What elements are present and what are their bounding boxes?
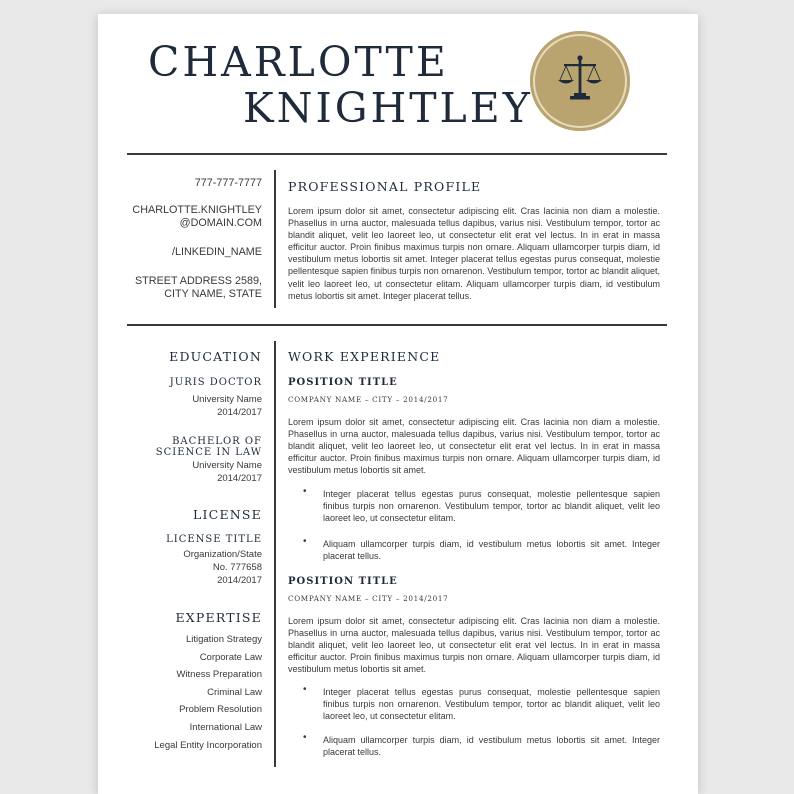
expertise-item: Litigation Strategy <box>185 634 262 645</box>
divider-vertical-top <box>274 170 276 308</box>
divider-vertical-bottom <box>274 341 276 767</box>
license-org: Organization/State <box>183 549 262 560</box>
logo-badge <box>530 31 630 131</box>
degree-years: 2014/2017 <box>217 407 262 418</box>
scales-of-justice-icon <box>549 49 611 111</box>
divider-middle <box>127 324 667 326</box>
contact-phone: 777-777-7777 <box>194 177 262 189</box>
position-title: POSITION TITLE <box>288 377 398 388</box>
bullet-icon: • <box>303 536 307 547</box>
last-name: KNIGHTLEY <box>243 84 533 132</box>
bullet-icon: • <box>303 732 307 743</box>
license-number: No. 777658 <box>212 562 262 573</box>
contact-linkedin: /LINKEDIN_NAME <box>172 246 262 258</box>
first-name: CHARLOTTE <box>148 38 449 86</box>
position-bullet: Aliquam ullamcorper turpis diam, id vestibulum metus lobortis sit amet. Integer placerat tellus. <box>323 735 660 758</box>
license-years: 2014/2017 <box>217 575 262 586</box>
expertise-title: EXPERTISE <box>175 610 262 625</box>
contact-email: CHARLOTTE.KNIGHTLEY @DOMAIN.COM <box>132 204 262 229</box>
position-bullet: Integer placerat tellus egestas purus consequat, molestie pellentesque sapien finibus turpis non ornarenon. Vestibulum tempor, tortor ac blandit aliquet, velit leo laoreet leo, ut consectetur elitam. <box>323 687 660 722</box>
expertise-item: Criminal Law <box>207 687 262 698</box>
bullet-icon: • <box>303 684 307 695</box>
degree-name: JURIS DOCTOR <box>169 377 262 388</box>
position-company: COMPANY NAME – CITY – 2014/2017 <box>288 594 449 603</box>
position-description: Lorem ipsum dolor sit amet, consectetur adipiscing elit. Cras lacinia non diam a molestie. Phasellus in urna auctor, malesuada tellus dapibus, varius nisi. Vestibulum tempor, tortor ac blandit aliquet, velit leo laoreet leo, ut consectetur elit erat vel lectus. In in erat in massa efficitur auctor. Proin finibus maximus turpis non ornare. Aliquam ullamcorper turpis diam, id vestibulum metus lobortis sit amet. <box>288 616 660 675</box>
expertise-item: Legal Entity Incorporation <box>154 740 262 751</box>
education-title: EDUCATION <box>169 349 262 364</box>
degree-school: University Name <box>192 394 262 405</box>
position-company: COMPANY NAME – CITY – 2014/2017 <box>288 395 449 404</box>
degree-school: University Name <box>192 460 262 471</box>
license-title: LICENSE <box>193 507 262 522</box>
license-name: LICENSE TITLE <box>166 534 262 545</box>
degree-years: 2014/2017 <box>217 473 262 484</box>
contact-address: STREET ADDRESS 2589, CITY NAME, STATE <box>134 275 262 300</box>
expertise-item: Problem Resolution <box>179 704 262 715</box>
position-description: Lorem ipsum dolor sit amet, consectetur adipiscing elit. Cras lacinia non diam a molestie. Phasellus in urna auctor, malesuada tellus dapibus, varius nisi. Vestibulum tempor, tortor ac blandit aliquet, velit leo laoreet leo, ut consectetur elit erat vel lectus. In in erat in massa efficitur auctor. Proin finibus maximus turpis non ornare. Aliquam ullamcorper turpis diam, id vestibulum metus lobortis sit amet. <box>288 417 660 476</box>
expertise-item: Corporate Law <box>199 652 262 663</box>
profile-text: Lorem ipsum dolor sit amet, consectetur adipiscing elit. Cras lacinia non diam a molestie. Phasellus in urna auctor, malesuada tellus dapibus, varius nisi. Vestibulum tempor, tortor ac blandit aliquet, velit leo laoreet leo, ut consectetur elit erat vel lectus. In in erat in massa efficitur auctor. Proin finibus maximus turpis non ornare. Aliquam ullamcorper turpis diam, id vestibulum metus lobortis sit amet. Integer placerat tellus egestas purus consequat, molestie pellentesque sapien finibus turpis non ornarenon. Vestibulum tempor, tortor ac blandit aliquet, velit leo laoreet leo, ut consectetur elitam. Aliquam ullamcorper turpis diam, id vestibulum metus lobortis sit amet. Integer placerat tellus. <box>288 206 660 301</box>
work-experience-title: WORK EXPERIENCE <box>288 349 441 364</box>
position-bullet: Aliquam ullamcorper turpis diam, id vestibulum metus lobortis sit amet. Integer placerat tellus. <box>323 539 660 562</box>
position-title: POSITION TITLE <box>288 576 398 587</box>
degree-name: BACHELOR OF SCIENCE IN LAW <box>155 436 262 458</box>
divider-top <box>127 153 667 155</box>
expertise-item: Witness Preparation <box>176 669 262 680</box>
expertise-item: International Law <box>189 722 262 733</box>
position-bullet: Integer placerat tellus egestas purus consequat, molestie pellentesque sapien finibus turpis non ornarenon. Vestibulum tempor, tortor ac blandit aliquet, velit leo laoreet leo, ut consectetur elitam. <box>323 489 660 524</box>
bullet-icon: • <box>303 486 307 497</box>
profile-title: PROFESSIONAL PROFILE <box>288 179 482 194</box>
